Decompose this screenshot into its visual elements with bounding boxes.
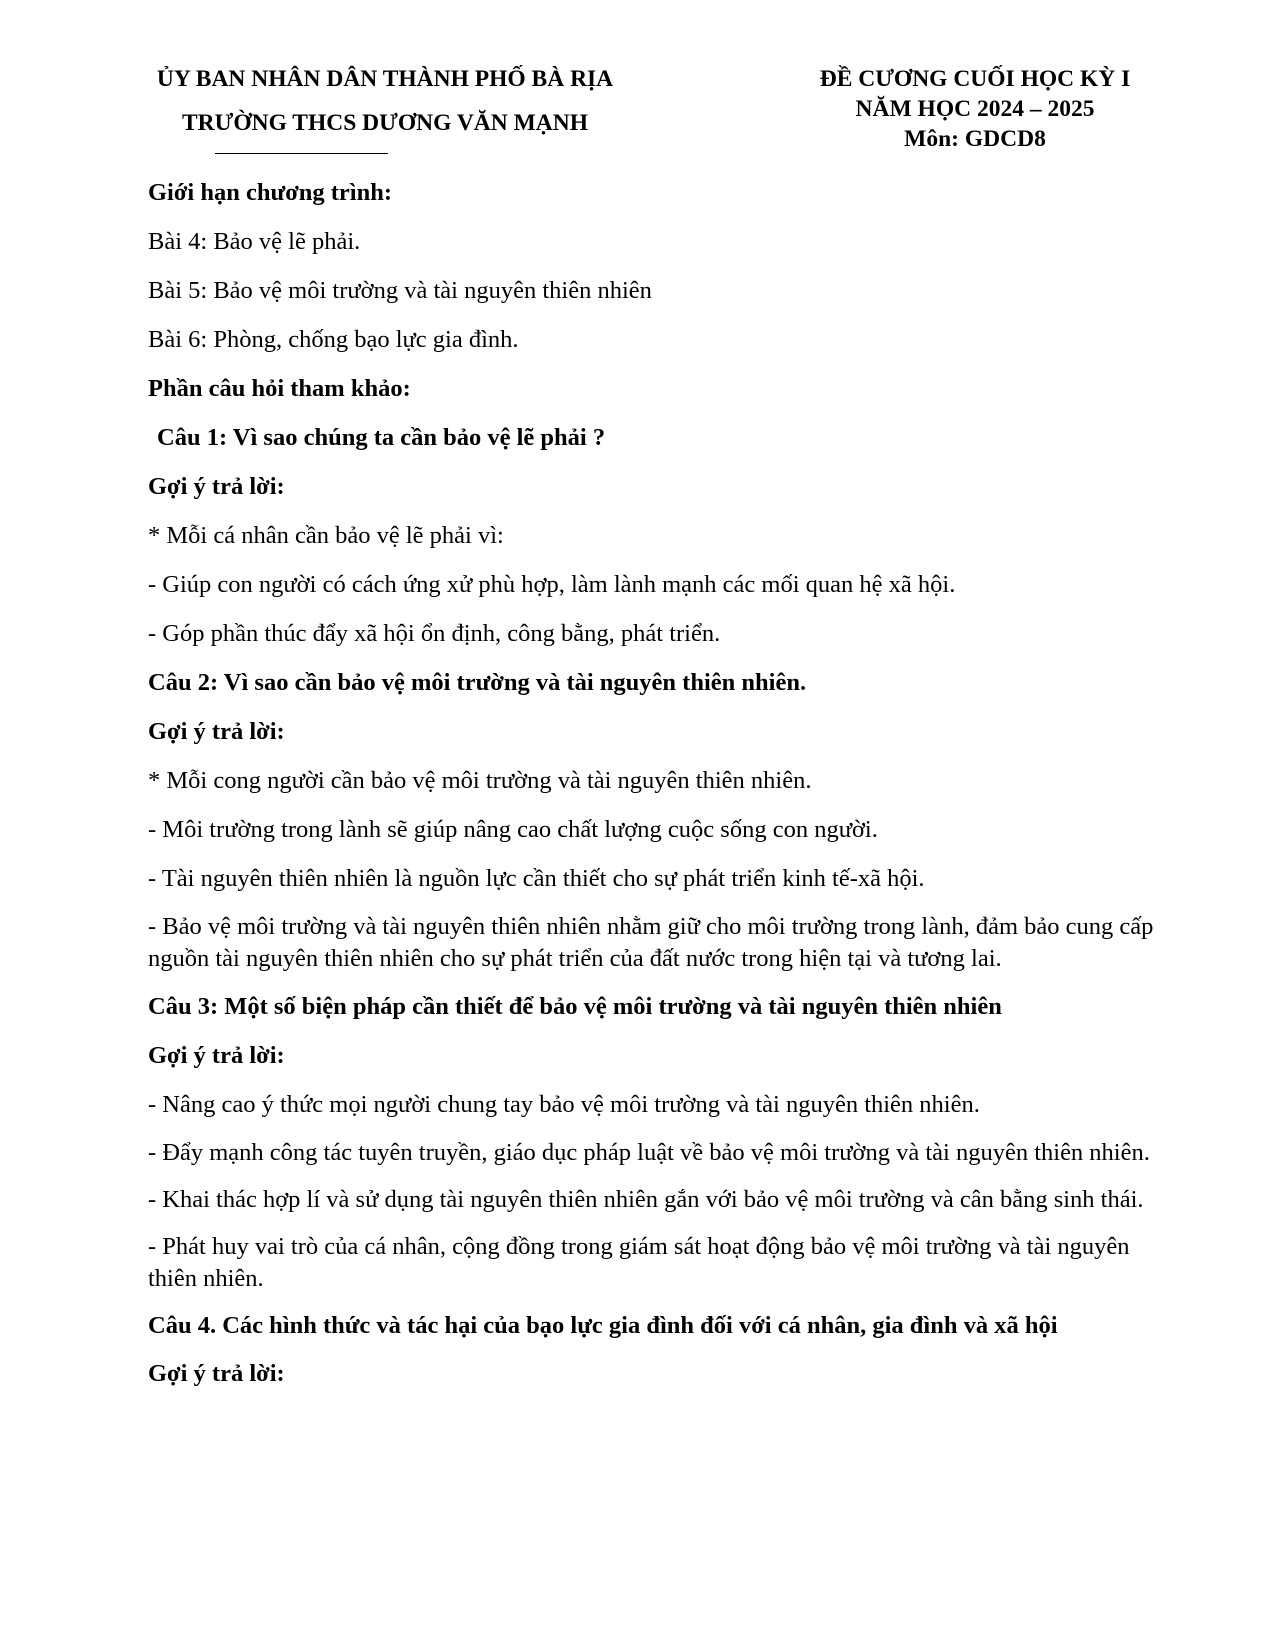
document-body [148, 176, 1183, 1391]
answer-label: Gợi ý trả lời: [148, 718, 285, 745]
school-name: TRƯỜNG THCS DƯƠNG VĂN MẠNH [181, 110, 589, 136]
answer-line: - Môi trường trong lành sẽ giúp nâng cao chất lượng cuộc sống con người. [148, 816, 878, 843]
document-title: ĐỀ CƯƠNG CUỐI HỌC KỲ I [819, 66, 1131, 92]
answer-line: - Nâng cao ý thức mọi người chung tay bảo vệ môi trường và tài nguyên thiên nhiên. [148, 1091, 980, 1118]
answer-line: * Mỗi cong người cần bảo vệ môi trường và tài nguyên thiên nhiên. [148, 767, 812, 794]
question-3-title: Câu 3: Một số biện pháp cần thiết để bảo vệ môi trường và tài nguyên thiên nhiên [148, 993, 1002, 1020]
answer-line: - Bảo vệ môi trường và tài nguyên thiên nhiên nhằm giữ cho môi trường trong lành, đảm bảo cung cấp nguồn tài nguyên thiên nhiên cho sự phát triển của đất nước trong hiện tại và tương lai. [148, 913, 1154, 972]
questions-heading: Phần câu hỏi tham khảo: [148, 375, 411, 402]
answer-line: - Góp phần thúc đẩy xã hội ổn định, công bằng, phát triển. [148, 620, 721, 647]
answer-line: - Đẩy mạnh công tác tuyên truyền, giáo dục pháp luật về bảo vệ môi trường và tài nguyên thiên nhiên. [148, 1139, 1150, 1166]
answer-line: * Mỗi cá nhân cần bảo vệ lẽ phải vì: [148, 522, 504, 549]
school-year: NĂM HỌC 2024 – 2025 [855, 96, 1095, 122]
question-2-title: Câu 2: Vì sao cần bảo vệ môi trường và tài nguyên thiên nhiên. [148, 669, 807, 696]
answer-line: - Khai thác hợp lí và sử dụng tài nguyên thiên nhiên gắn với bảo vệ môi trường và cân bằng sinh thái. [148, 1186, 1144, 1213]
scope-heading: Giới hạn chương trình: [148, 179, 393, 206]
people-committee-name: ỦY BAN NHÂN DÂN THÀNH PHỐ BÀ RỊA [156, 66, 614, 92]
answer-line: - Giúp con người có cách ứng xử phù hợp, làm lành mạnh các mối quan hệ xã hội. [148, 571, 956, 598]
scope-item: Bài 4: Bảo vệ lẽ phải. [148, 228, 361, 255]
answer-label: Gợi ý trả lời: [148, 1042, 285, 1069]
question-1-title: Câu 1: Vì sao chúng ta cần bảo vệ lẽ phải ? [157, 424, 606, 451]
header-left [115, 62, 655, 138]
answer-line: - Tài nguyên thiên nhiên là nguồn lực cần thiết cho sự phát triển kinh tế-xã hội. [148, 865, 925, 892]
answer-line: - Phát huy vai trò của cá nhân, cộng đồng trong giám sát hoạt động bảo vệ môi trường và tài nguyên thiên nhiên. [148, 1233, 1130, 1292]
answer-label: Gợi ý trả lời: [148, 1360, 285, 1387]
scope-item: Bài 6: Phòng, chống bạo lực gia đình. [148, 326, 519, 353]
scope-item: Bài 5: Bảo vệ môi trường và tài nguyên thiên nhiên [148, 277, 652, 304]
question-4-title: Câu 4. Các hình thức và tác hại của bạo lực gia đình đối với cá nhân, gia đình và xã hội [148, 1312, 1058, 1339]
header-underline [215, 153, 388, 154]
answer-label: Gợi ý trả lời: [148, 473, 285, 500]
subject: Môn: GDCD8 [904, 126, 1046, 152]
header-right [745, 64, 1205, 154]
